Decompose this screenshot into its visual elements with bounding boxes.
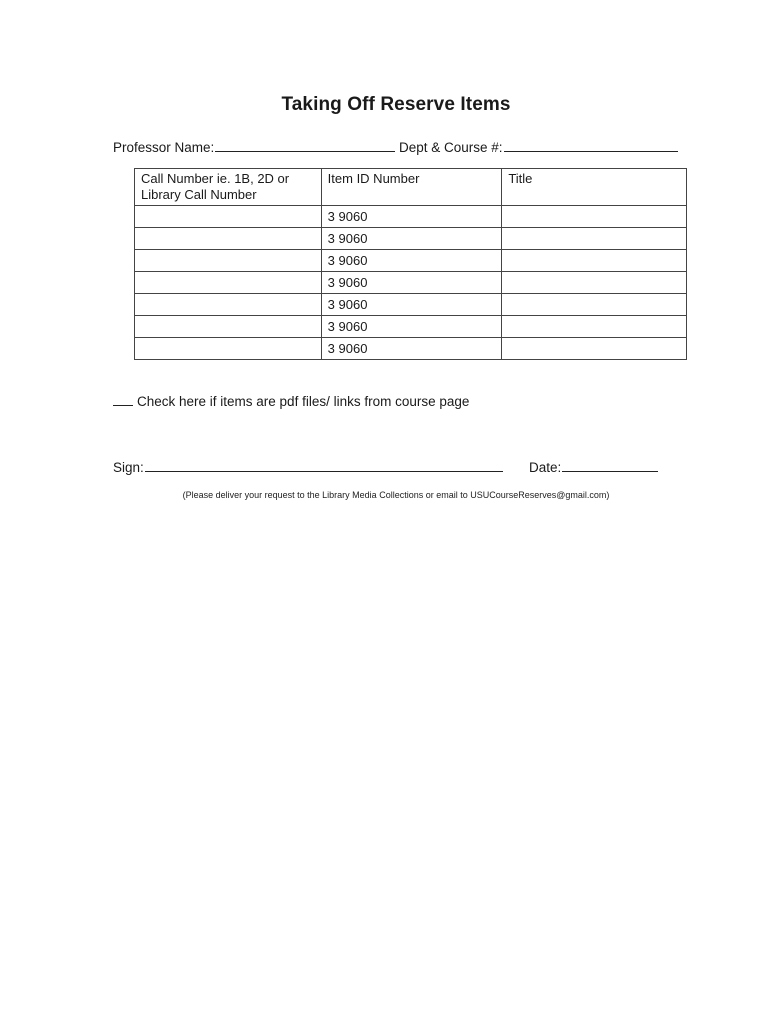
table-row [135, 228, 687, 250]
cell-call-number[interactable] [135, 316, 322, 338]
dept-course-field[interactable] [399, 137, 678, 155]
header-call-number: Call Number ie. 1B, 2D or Library Call Number [135, 169, 322, 206]
cell-call-number[interactable] [135, 294, 322, 316]
cell-call-number[interactable] [135, 272, 322, 294]
cell-title[interactable] [502, 294, 687, 316]
pdf-links-check-field[interactable] [113, 392, 469, 409]
date-blank[interactable] [562, 457, 658, 472]
cell-title[interactable] [502, 272, 687, 294]
table-row [135, 316, 687, 338]
cell-title[interactable] [502, 338, 687, 360]
sign-blank[interactable] [145, 457, 503, 472]
table-row [135, 272, 687, 294]
professor-name-blank[interactable] [215, 137, 395, 152]
pdf-links-check-label: Check here if items are pdf files/ links from course page [137, 394, 470, 409]
cell-item-id[interactable]: 3 9060 [321, 272, 502, 294]
table-row [135, 206, 687, 228]
table-row [135, 294, 687, 316]
dept-course-label: Dept & Course #: [399, 140, 503, 155]
table-row [135, 338, 687, 360]
table-row [135, 250, 687, 272]
cell-item-id[interactable]: 3 9060 [321, 250, 502, 272]
form-title: Taking Off Reserve Items [281, 94, 511, 115]
table-header-row [135, 169, 687, 206]
cell-item-id[interactable]: 3 9060 [321, 316, 502, 338]
header-item-id: Item ID Number [321, 169, 502, 206]
cell-call-number[interactable] [135, 228, 322, 250]
sign-label: Sign: [113, 460, 144, 475]
cell-title[interactable] [502, 316, 687, 338]
cell-item-id[interactable]: 3 9060 [321, 294, 502, 316]
cell-title[interactable] [502, 250, 687, 272]
reserve-items-table [134, 168, 687, 360]
cell-title[interactable] [502, 228, 687, 250]
cell-item-id[interactable]: 3 9060 [321, 338, 502, 360]
delivery-note: (Please deliver your request to the Library Media Collections or email to USUCourseReserves@gmail.com) [182, 490, 610, 500]
sign-field[interactable] [113, 457, 503, 475]
cell-call-number[interactable] [135, 206, 322, 228]
professor-name-field[interactable] [113, 137, 395, 155]
cell-item-id[interactable]: 3 9060 [321, 206, 502, 228]
date-field[interactable] [529, 457, 658, 475]
professor-name-label: Professor Name: [113, 140, 215, 155]
cell-title[interactable] [502, 206, 687, 228]
cell-call-number[interactable] [135, 250, 322, 272]
header-title: Title [502, 169, 687, 206]
cell-item-id[interactable]: 3 9060 [321, 228, 502, 250]
pdf-links-checkbox-blank[interactable] [113, 392, 133, 406]
date-label: Date: [529, 460, 562, 475]
cell-call-number[interactable] [135, 338, 322, 360]
dept-course-blank[interactable] [504, 137, 678, 152]
